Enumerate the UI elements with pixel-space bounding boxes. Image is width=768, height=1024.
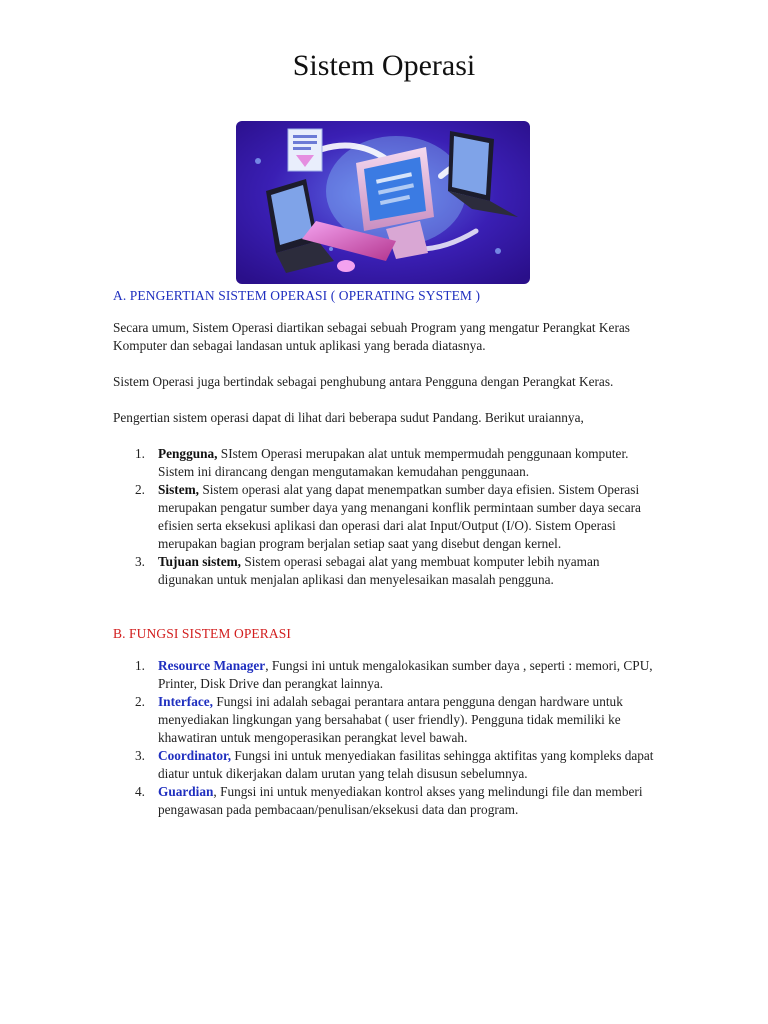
section-a-heading: A. PENGERTIAN SISTEM OPERASI ( OPERATING SYSTEM ) — [113, 288, 481, 303]
list-item — [113, 445, 658, 481]
list-number: 3. — [135, 554, 145, 569]
list-item — [113, 693, 658, 747]
list-item — [113, 657, 658, 693]
list-term: Sistem, — [158, 482, 199, 497]
list-text: SIstem Operasi merupakan alat untuk mempermudah penggunaan komputer. Sistem ini dirancang dengan mengutamakan kemudahan penggunaan. — [158, 446, 629, 479]
list-term: Tujuan sistem, — [158, 554, 242, 569]
list-number: 2. — [135, 694, 145, 709]
list-item — [113, 553, 658, 589]
section-b-heading: B. FUNGSI SISTEM OPERASI — [113, 626, 291, 641]
page-title: Sistem Operasi — [292, 49, 476, 82]
list-item — [113, 747, 658, 783]
list-number: 1. — [135, 446, 145, 461]
section-a-paragraph-3: Pengertian sistem operasi dapat di lihat dari beberapa sudut Pandang. Berikut uraiannya, — [113, 410, 584, 425]
list-text: , Fungsi ini untuk mengalokasikan sumber daya , seperti : memori, CPU, Printer, Disk Drive dan perangkat lainnya. — [158, 658, 653, 691]
list-text: , Fungsi ini untuk menyediakan kontrol akses yang melindungi file dan memberi pengawasan pada pembacaan/penulisan/eksekusi data dan program. — [158, 784, 643, 817]
list-text: Fungsi ini untuk menyediakan fasilitas sehingga aktifitas yang kompleks dapat diatur untuk dikerjakan dalam urutan yang telah disusun sebelumnya. — [158, 748, 654, 781]
list-term: Guardian — [158, 784, 214, 799]
section-a-paragraph-2: Sistem Operasi juga bertindak sebagai penghubung antara Pengguna dengan Perangkat Keras. — [113, 374, 614, 389]
list-term: Resource Manager — [158, 658, 266, 673]
list-text: Sistem operasi alat yang dapat menempatkan sumber daya efisien. Sistem Operasi merupakan pengatur sumber daya yang menangani konflik permintaan sumber daya secara efisien serta eksekusi aplikasi dan operasi dari alat Input/Output (I/O). Sistem Operasi merupakan bagian program berjalan setiap saat yang disebut dengan kernel. — [158, 482, 641, 551]
list-item — [113, 481, 658, 553]
list-item — [113, 783, 658, 819]
list-term: Interface, — [158, 694, 214, 709]
list-number: 3. — [135, 748, 145, 763]
list-text: Fungsi ini adalah sebagai perantara antara pengguna dengan hardware untuk menyediakan lingkungan yang bersahabat ( user friendly). Pengguna tidak memiliki ke khawatiran untuk mengoperasikan perangkat level bawah. — [158, 694, 623, 745]
section-b-list — [113, 657, 658, 819]
list-number: 4. — [135, 784, 145, 799]
list-term: Coordinator, — [158, 748, 232, 763]
section-a-paragraph-1: Secara umum, Sistem Operasi diartikan sebagai sebuah Program yang mengatur Perangkat Keras Komputer dan sebagai landasan untuk aplikasi yang berada diatasnya. — [113, 320, 630, 353]
section-a-list — [113, 445, 658, 589]
document-body — [113, 287, 658, 819]
list-term: Pengguna, — [158, 446, 218, 461]
computer-network-illustration — [236, 121, 530, 284]
list-number: 2. — [135, 482, 145, 497]
list-number: 1. — [135, 658, 145, 673]
list-text: Sistem operasi sebagai alat yang membuat komputer lebih nyaman digunakan untuk menjalan aplikasi dan menyelesaikan masalah pengguna. — [158, 554, 600, 587]
